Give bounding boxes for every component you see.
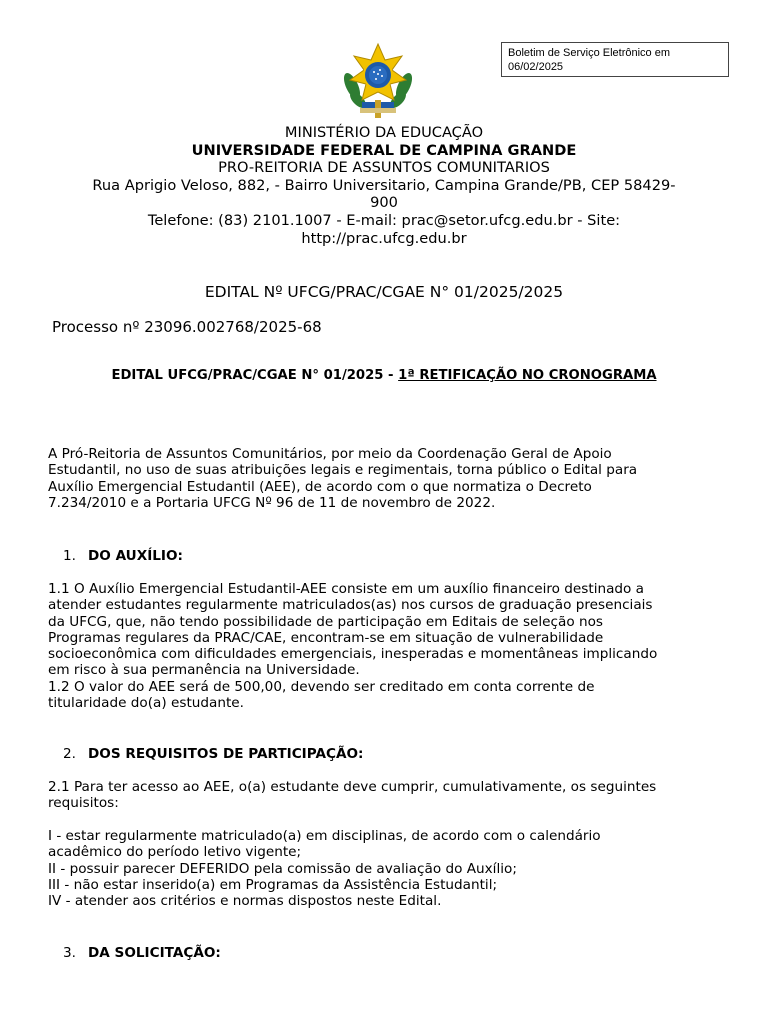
section-number: 1. — [63, 548, 76, 564]
section-number: 2. — [63, 746, 76, 762]
paragraph-line: 2.1 Para ter acesso ao AEE, o(a) estudante deve cumprir, cumulativamente, os seguintes — [48, 779, 657, 795]
ministry-name: MINISTÉRIO DA EDUCAÇÃO — [284, 124, 484, 141]
electronic-bulletin-stamp — [501, 42, 729, 77]
edital-title: EDITAL Nº UFCG/PRAC/CGAE N° 01/2025/2025 — [204, 283, 564, 301]
paragraph-line: atender estudantes regularmente matriculados(as) nos cursos de graduação presenciais — [48, 597, 653, 614]
section-title: DO AUXÍLIO: — [88, 548, 183, 564]
intro-line: Auxílio Emergencial Estudantil (AEE), de acordo com o que normatiza o Decreto — [48, 478, 592, 495]
requirement-item: I - estar regularmente matriculado(a) em disciplinas, de acordo com o calendário — [48, 828, 601, 844]
paragraph-line: da UFCG, que, não tendo possibilidade de participação em Editais de seleção nos — [48, 613, 603, 630]
subtitle-underlined: 1ª RETIFICAÇÃO NO CRONOGRAMA — [398, 368, 657, 383]
paragraph-line: requisitos: — [48, 795, 119, 812]
section-2-intro — [48, 779, 728, 812]
section-2-requirements-list — [48, 828, 728, 909]
document-header — [40, 124, 728, 247]
edital-subtitle — [40, 368, 728, 383]
contact-line-2: http://prac.ufcg.edu.br — [301, 229, 467, 247]
intro-line: A Pró-Reitoria de Assuntos Comunitários, por meio da Coordenação Geral de Apoio — [48, 446, 612, 462]
paragraph-line: titularidade do(a) estudante. — [48, 695, 244, 712]
stamp-line-2: 06/02/2025 — [508, 61, 564, 73]
address-line-1: Rua Aprigio Veloso, 882, - Bairro Universitario, Campina Grande/PB, CEP 58429- — [92, 176, 676, 194]
intro-line: Estudantil, no uso de suas atribuições legais e regimentais, torna público o Edital para — [48, 462, 638, 479]
subtitle-main: EDITAL UFCG/PRAC/CGAE N° 01/2025 - — [111, 368, 399, 383]
section-3-heading — [63, 945, 221, 961]
paragraph-line: Programas regulares da PRAC/CAE, encontram-se em situação de vulnerabilidade — [48, 629, 604, 646]
section-1-heading — [63, 548, 183, 564]
contact-line-1: Telefone: (83) 2101.1007 - E-mail: prac@setor.ufcg.edu.br - Site: — [147, 211, 621, 229]
section-title: DA SOLICITAÇÃO: — [88, 945, 221, 961]
section-number: 3. — [63, 945, 76, 961]
section-1-body — [48, 581, 728, 711]
intro-line: 7.234/2010 e a Portaria UFCG Nº 96 de 11 de novembro de 2022. — [48, 494, 496, 511]
section-title: DOS REQUISITOS DE PARTICIPAÇÃO: — [88, 746, 364, 762]
paragraph-line: 1.2 O valor do AEE será de 500,00, devendo ser creditado em conta corrente de — [48, 678, 595, 695]
requirement-item: II - possuir parecer DEFERIDO pela comissão de avaliação do Auxílio; — [48, 860, 517, 877]
requirement-item: III - não estar inserido(a) em Programas da Assistência Estudantil; — [48, 876, 498, 893]
university-name: UNIVERSIDADE FEDERAL DE CAMPINA GRANDE — [191, 141, 577, 159]
paragraph-line: socioeconômica com dificuldades emergenciais, inesperadas e momentâneas implicando — [48, 646, 658, 663]
section-2-heading — [63, 746, 363, 762]
address-line-2: 900 — [370, 194, 398, 212]
requirement-item: acadêmico do período letivo vigente; — [48, 844, 302, 861]
paragraph-line: 1.1 O Auxílio Emergencial Estudantil-AEE consiste em um auxílio financeiro destinado a — [48, 581, 645, 597]
process-number: Processo nº 23096.002768/2025-68 — [52, 318, 322, 336]
stamp-line-1: Boletim de Serviço Eletrônico em — [508, 47, 671, 59]
office-name: PRO-REITORIA DE ASSUNTOS COMUNITARIOS — [218, 159, 550, 177]
paragraph-line: em risco à sua permanência na Universidade. — [48, 662, 360, 679]
intro-paragraph — [48, 446, 728, 511]
requirement-item: IV - atender aos critérios e normas dispostos neste Edital. — [48, 893, 442, 910]
brazil-coat-of-arms-icon — [340, 42, 416, 122]
